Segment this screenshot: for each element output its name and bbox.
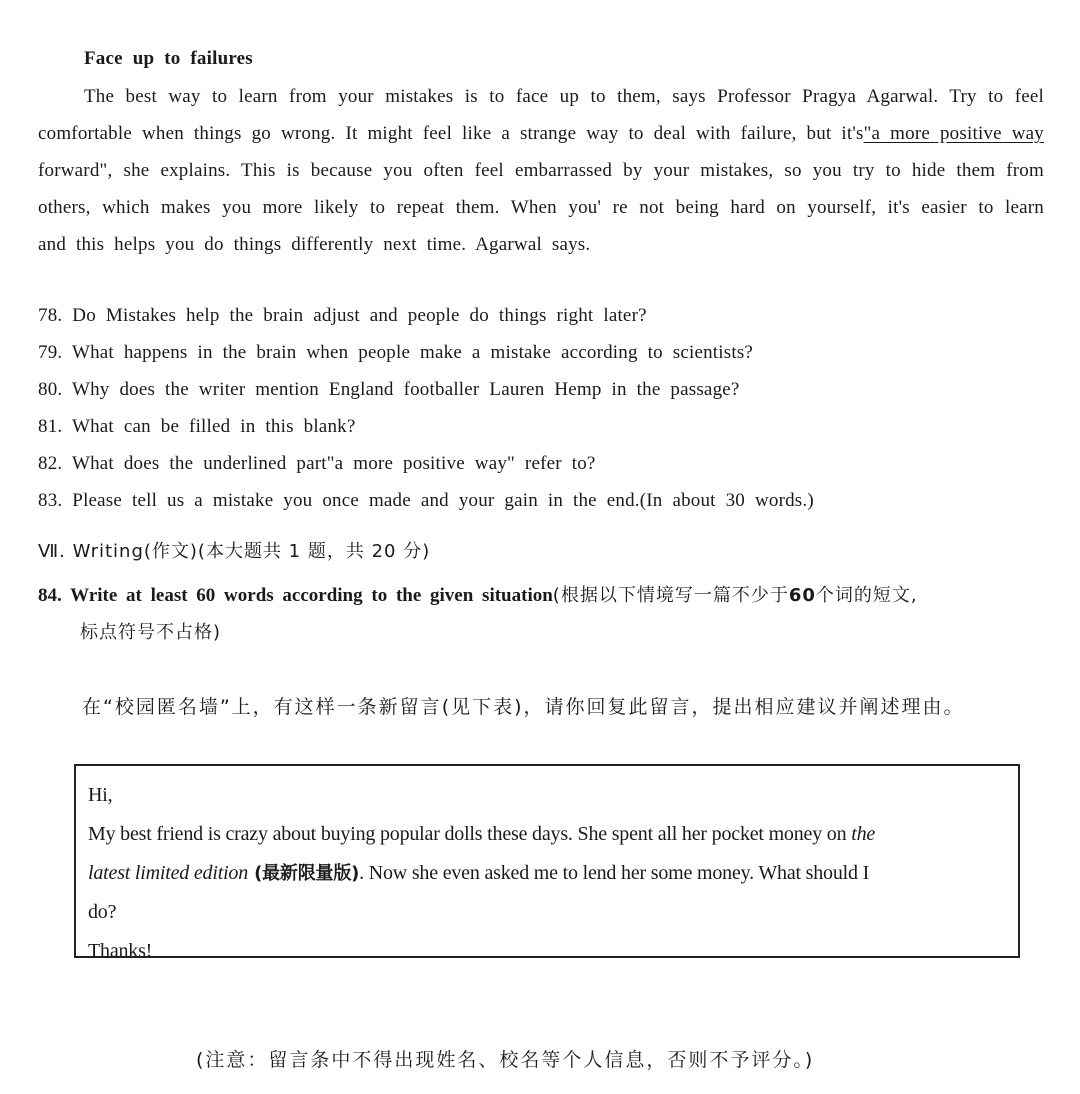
underlined-phrase: "a more positive way: [863, 123, 1044, 144]
task-english: 84. Write at least 60 words according to the given situation: [38, 585, 553, 606]
task-word-count: 60: [788, 585, 816, 606]
writing-task: [38, 577, 1048, 651]
passage-paragraph: [38, 78, 1044, 263]
message-line-1-text: My best friend is crazy about buying popular dolls these days. She spent all her pocket money on: [88, 823, 852, 845]
question-79: 79. What happens in the brain when people make a mistake according to scientists?: [38, 342, 754, 363]
message-line-2-chinese: (最新限量版): [248, 863, 360, 884]
message-line-3: do?: [88, 901, 117, 923]
message-line-2: [88, 854, 1008, 893]
passage-text-part2: forward", she explains. This is because you often feel embarrassed by your mistakes, so you try to hide them from others, which makes you more likely to repeat them. When you' re not being hard on yourself, it's easier to learn and this helps you do things differently next time. Agarwal says.: [38, 160, 1044, 255]
message-line-1: [88, 815, 1008, 854]
message-line-2-italic: latest limited edition: [88, 862, 249, 884]
footer-note: (注意：留言条中不得出现姓名、校名等个人信息，否则不予评分。): [196, 1049, 815, 1071]
question-82: 82. What does the underlined part"a more positive way" refer to?: [38, 453, 596, 474]
passage-heading: Face up to failures: [84, 48, 253, 69]
question-78: 78. Do Mistakes help the brain adjust and people do things right later?: [38, 305, 647, 326]
question-list: [38, 297, 814, 519]
message-closing: Thanks!: [88, 940, 153, 962]
question-80: 80. Why does the writer mention England footballer Lauren Hemp in the passage?: [38, 379, 740, 400]
question-83: 83. Please tell us a mistake you once made and your gain in the end.(In about 30 words.): [38, 490, 814, 511]
message-greeting: Hi,: [88, 784, 113, 806]
section-title: Ⅶ. Writing(作文)(本大题共 1 题，共 20 分): [38, 541, 431, 562]
task-instruction: 在“校园匿名墙”上，有这样一条新留言(见下表)，请你回复此留言，提出相应建议并阐述理由。: [82, 696, 965, 718]
task-chinese-line2: 标点符号不占格): [80, 622, 222, 643]
passage-text-part1: The best way to learn from your mistakes is to face up to them, says Professor Pragya Agarwal. Try to feel comfortable when things go wrong. It might feel like a strange way to deal with failure, but it's: [38, 86, 1044, 144]
task-chinese-a: (根据以下情境写一篇不少于: [552, 585, 789, 606]
message-line-2-text: . Now she even asked me to lend her some money. What should I: [359, 862, 870, 884]
question-81: 81. What can be filled in this blank?: [38, 416, 356, 437]
task-chinese-b: 个词的短文,: [815, 585, 918, 606]
message-box: [74, 764, 1020, 962]
message-line-1-italic: the: [851, 823, 876, 845]
task-chinese: [553, 585, 918, 606]
